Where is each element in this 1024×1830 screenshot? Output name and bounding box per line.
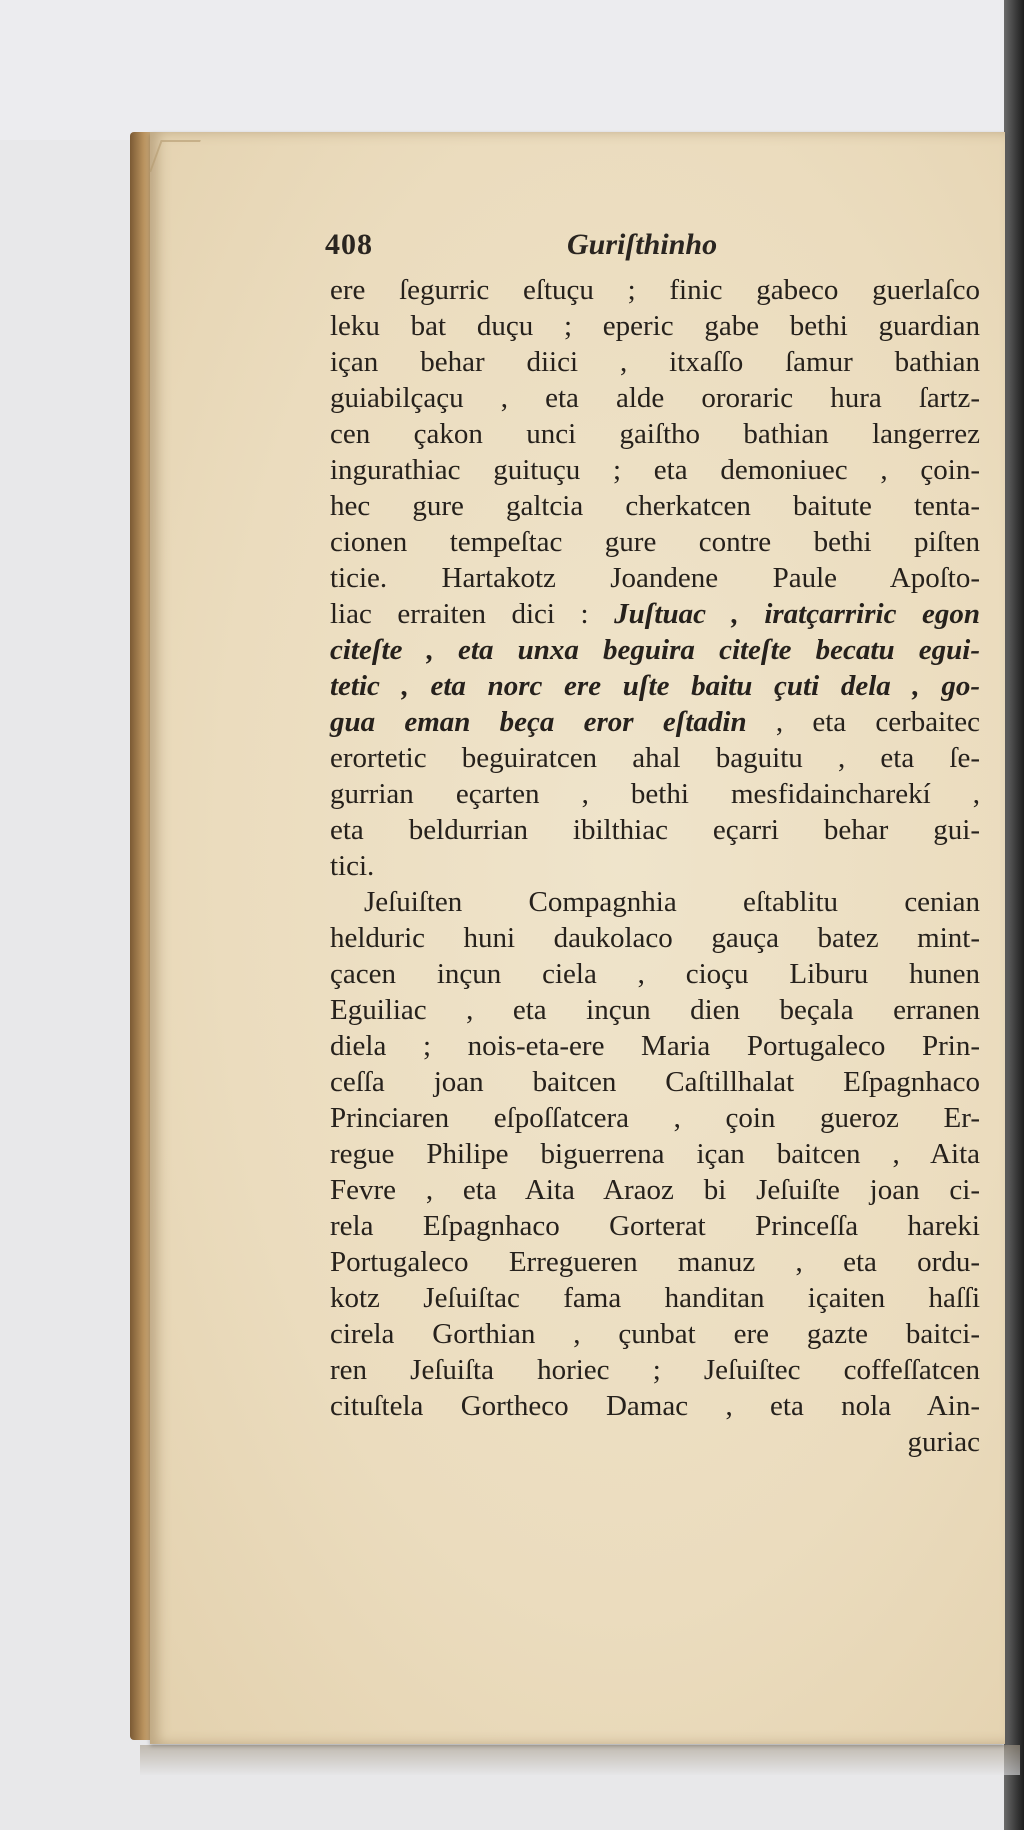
text-line: içan behar diici , itxaſſo ſamur bathian <box>330 346 980 378</box>
text-line: Fevre , eta Aita Araoz bi Jeſuiſte joan ci- <box>330 1174 980 1206</box>
text-line: ticie. Hartakotz Joandene Paule Apoſto- <box>330 562 980 594</box>
text-line: cionen tempeſtac gure contre bethi piſten <box>330 526 980 558</box>
text-line: Portugaleco Erregueren manuz , eta ordu- <box>330 1246 980 1278</box>
text-line: hec gure galtcia cherkatcen baitute tenta- <box>330 490 980 522</box>
text-line: çacen inçun ciela , cioçu Liburu hunen <box>330 958 980 990</box>
page-number: 408 <box>325 228 373 261</box>
text-line: guiabilçaçu , eta alde ororaric hura ſartz- <box>330 382 980 414</box>
text-line: ingurathiac guituçu ; eta demoniuec , çoin- <box>330 454 980 486</box>
quotation-segment: Juſtuac , iratçarriric egon <box>614 598 980 630</box>
text-line: Eguiliac , eta inçun dien beçala erranen <box>330 994 980 1026</box>
text-line: Princiaren eſpoſſatcera , çoin gueroz Er- <box>330 1102 980 1134</box>
paragraph-start-line: Jeſuiſten Compagnhia eſtablitu cenian <box>364 886 980 918</box>
backdrop <box>0 0 1024 140</box>
quotation-line: tetic , eta norc ere uſte baitu çuti dela , go- <box>330 670 980 702</box>
text-line: ceſſa joan baitcen Caſtillhalat Eſpagnhaco <box>330 1066 980 1098</box>
text-line: cen çakon unci gaiſtho bathian langerrez <box>330 418 980 450</box>
text-line: regue Philipe biguerrena içan baitcen , Aita <box>330 1138 980 1170</box>
text-line: gurrian eçarten , bethi mesfidaincharekí , <box>330 778 980 810</box>
text-line: rela Eſpagnhaco Gorterat Princeſſa hareki <box>330 1210 980 1242</box>
text-line: erortetic beguiratcen ahal baguitu , eta ſe- <box>330 742 980 774</box>
text-line: kotz Jeſuiſtac fama handitan içaiten haſſi <box>330 1282 980 1314</box>
text-line: cituſtela Gortheco Damac , eta nola Ain- <box>330 1390 980 1422</box>
text-line: diela ; nois-eta-ere Maria Portugaleco Prin- <box>330 1030 980 1062</box>
text-segment: , eta cerbaitec <box>746 706 980 738</box>
text-line: leku bat duçu ; eperic gabe bethi guardian <box>330 310 980 342</box>
text-line-mixed <box>330 596 980 632</box>
page-header <box>325 228 925 268</box>
quotation-line: citeſte , eta unxa beguira citeſte becatu egui- <box>330 634 980 666</box>
text-line: helduric huni daukolaco gauça batez mint- <box>330 922 980 954</box>
text-line: ren Jeſuiſta horiec ; Jeſuiſtec coffeſſatcen <box>330 1354 980 1386</box>
scanner-edge <box>1004 0 1024 1830</box>
quotation-segment: gua eman beça eror eſtadin <box>330 706 747 738</box>
text-line: ere ſegurric eſtuçu ; finic gabeco guerlaſco <box>330 274 980 306</box>
text-line: cirela Gorthian , çunbat ere gazte baitci- <box>330 1318 980 1350</box>
text-line: eta beldurrian ibilthiac eçarri behar gui- <box>330 814 980 846</box>
text-segment: liac erraiten dici : <box>330 598 615 630</box>
book-shadow <box>140 1745 1020 1775</box>
catchword: guriac <box>907 1426 980 1458</box>
running-head: Guriſthinho <box>567 228 718 261</box>
body-text <box>330 272 980 1460</box>
text-line: tici. <box>330 850 375 882</box>
text-line-mixed <box>330 704 980 740</box>
